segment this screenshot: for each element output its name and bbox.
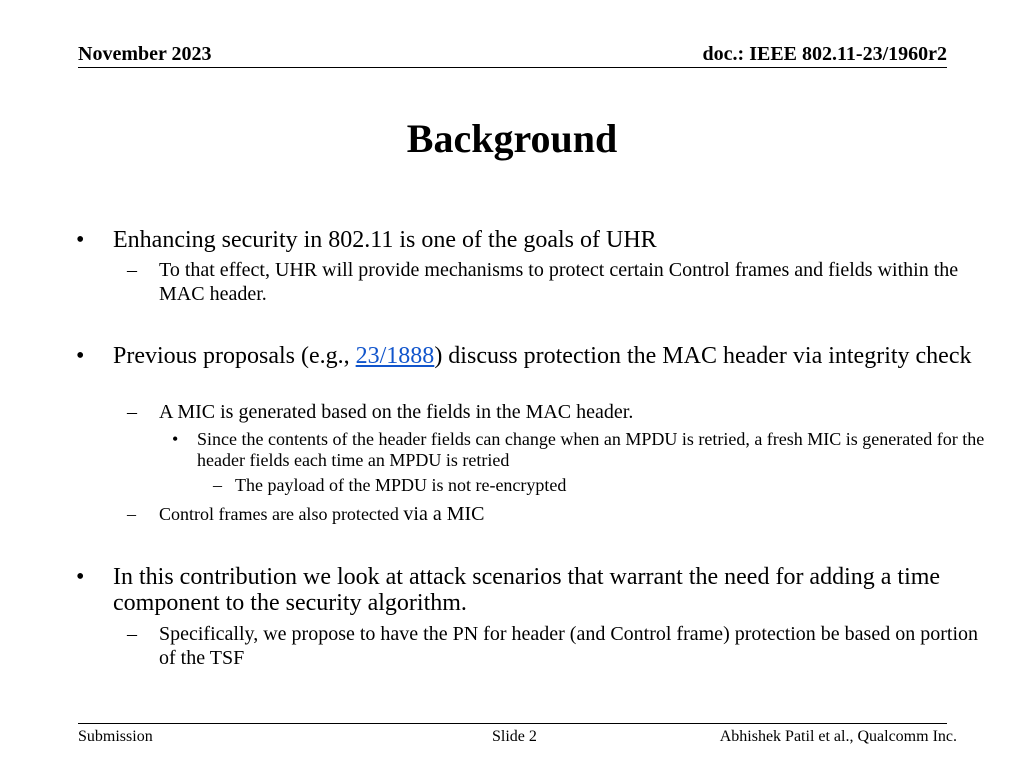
bullet-text: Enhancing security in 802.11 is one of the goals of UHR — [113, 227, 657, 253]
bullet-this-contribution — [76, 564, 993, 616]
bullet-security-goal — [76, 227, 993, 253]
bullet-marker: – — [127, 259, 137, 281]
bullet-marker: • — [76, 227, 85, 253]
footer-divider — [78, 723, 947, 724]
header-divider — [78, 67, 947, 68]
bullet-marker: – — [213, 475, 222, 495]
level4-text: The payload of the MPDU is not re-encrypted — [235, 475, 567, 495]
subbullet-text: To that effect, UHR will provide mechanisms to protect certain Control frames and fields within the MAC header. — [159, 259, 959, 305]
slide-title: Background — [406, 116, 618, 161]
bullet-previous-proposals — [76, 343, 993, 369]
subbullet-text-tail: via a MIC — [403, 503, 485, 525]
subsubbullet-text: Since the contents of the header fields can change when an MPDU is retried, a fresh MIC is generated for the header fields each time an MPDU is retried — [197, 429, 985, 470]
subbullet-mic-generated — [127, 400, 999, 424]
header-doc-id: doc.: IEEE 802.11-23/1960r2 — [702, 43, 947, 65]
subsubbullet-fresh-mic — [172, 429, 997, 471]
footer-author: Abhishek Patil et al., Qualcomm Inc. — [719, 728, 957, 745]
bullet-marker: • — [76, 564, 85, 590]
bullet-marker: – — [127, 504, 136, 524]
subbullet-pn-tsf — [127, 622, 999, 670]
subbullet-text: Control frames are also protected — [159, 504, 404, 524]
subbullet-text: Specifically, we propose to have the PN for header (and Control frame) protection be based on portion of the TSF — [159, 623, 978, 669]
bullet-marker: – — [127, 401, 137, 423]
footer-slide-number: Slide 2 — [492, 728, 537, 745]
bullet-text-suffix: ) discuss protection the MAC header via integrity check — [434, 343, 972, 369]
footer-submission: Submission — [78, 728, 153, 745]
bullet-marker: – — [127, 623, 137, 645]
bullet-text: In this contribution we look at attack scenarios that warrant the need for adding a time component to the security algorithm. — [113, 564, 941, 616]
bullet-marker: • — [172, 429, 179, 449]
subbullet-control-frames — [127, 502, 999, 526]
header-date: November 2023 — [78, 43, 212, 65]
subbullet-uhr-mechanisms — [127, 258, 999, 306]
subbullet-text: A MIC is generated based on the fields in the MAC header. — [159, 401, 634, 423]
level4-bullet-payload — [213, 475, 935, 496]
bullet-marker: • — [76, 343, 85, 369]
proposal-link[interactable]: 23/1888 — [355, 343, 435, 369]
bullet-text-prefix: Previous proposals (e.g., — [113, 343, 356, 369]
